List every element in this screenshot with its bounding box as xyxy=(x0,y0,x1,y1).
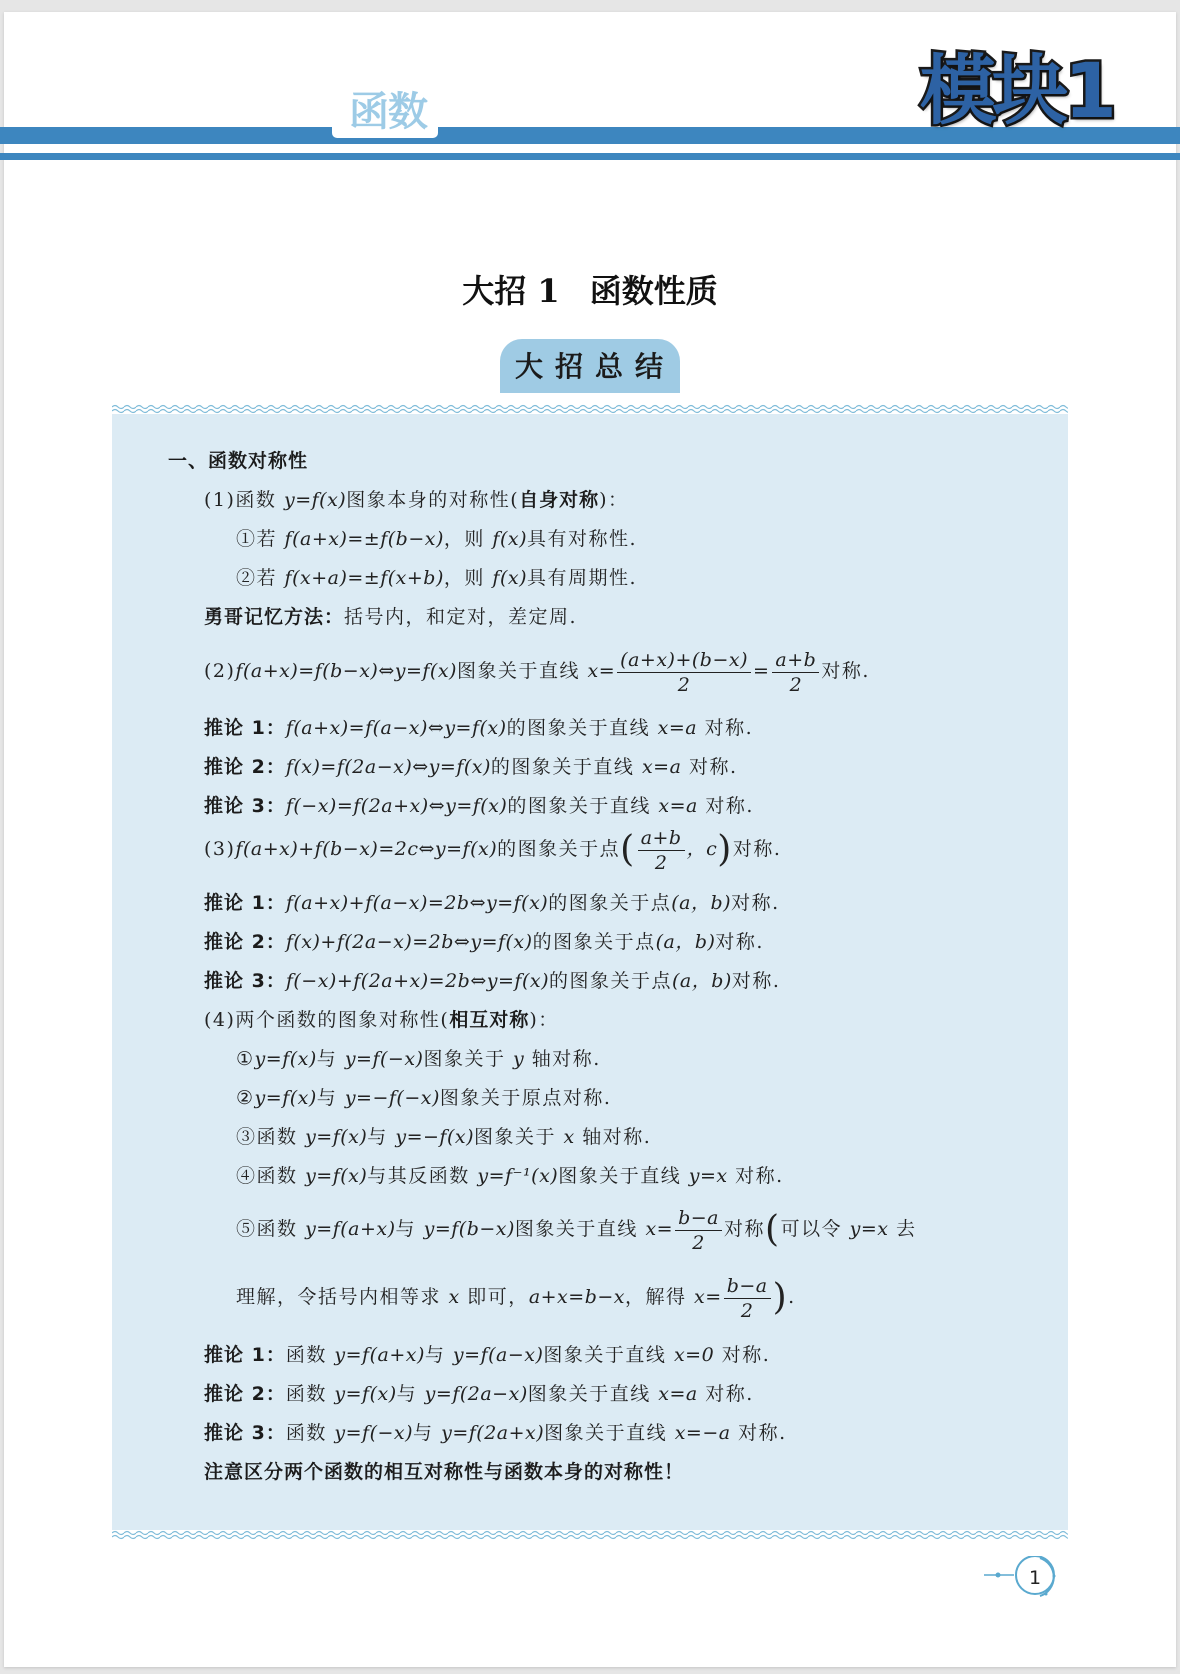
item-math: f(x) xyxy=(492,567,527,589)
para-2-corollary-2 xyxy=(204,754,738,780)
corollary-math: (a，b) xyxy=(671,892,732,914)
para-1 xyxy=(204,487,629,513)
corollary-math: x=−a xyxy=(674,1422,731,1444)
para-2 xyxy=(204,646,870,697)
corollary-math: y=f(x) xyxy=(334,1383,397,1405)
paren-open: ( xyxy=(620,829,636,870)
corollary-math: y=f(a+x) xyxy=(334,1344,425,1366)
para-2-corollary-3 xyxy=(204,793,754,819)
para-4-prefix: (4)两个函数的图象对称性( xyxy=(204,1009,450,1031)
fraction xyxy=(617,648,751,697)
corollary-label: 推论 1： xyxy=(204,892,286,914)
corollary-suffix: 对称. xyxy=(681,756,738,778)
para-3-corollary-1 xyxy=(204,890,780,916)
item-mid: 与 xyxy=(395,1218,424,1240)
corollary-suffix: 对称. xyxy=(731,892,780,914)
item-math: y=f(a+x) xyxy=(305,1218,396,1240)
item-text: 图象关于 xyxy=(423,1048,514,1070)
item-text: 即可， xyxy=(459,1286,529,1308)
item-xeq: x= xyxy=(645,1218,674,1240)
fraction-denominator: 2 xyxy=(677,673,691,696)
summary-tab: 大招总结 xyxy=(500,339,680,393)
para-2-mid: 图象关于直线 xyxy=(456,660,588,682)
corollary-math: f(a+x)=f(a−x)⇔y=f(x) xyxy=(285,717,507,739)
header-bar-thin xyxy=(0,153,1180,160)
section-tab-label: 函数 xyxy=(349,89,427,135)
para-2-suffix: 对称. xyxy=(821,660,870,682)
corollary-suffix: 对称. xyxy=(730,1422,787,1444)
item-pre: 函数 xyxy=(256,1165,306,1187)
item-end: . xyxy=(788,1286,796,1308)
item-num: ④ xyxy=(236,1165,257,1187)
module-label: 模块1 xyxy=(920,46,1113,135)
item-pre: 函数 xyxy=(256,1218,306,1240)
fraction-numerator: b−a xyxy=(724,1274,771,1299)
para-1-suffix: )： xyxy=(599,489,629,511)
fraction-denominator: 2 xyxy=(692,1231,705,1254)
item-note: 可以令 xyxy=(780,1218,850,1240)
item-math: f(a+x)=±f(b−x) xyxy=(284,528,444,550)
para-4-corollary-1 xyxy=(204,1342,770,1368)
corollary-math: x=a xyxy=(657,717,698,739)
para-3-corollary-2 xyxy=(204,929,764,955)
item-num: ③ xyxy=(236,1126,257,1148)
item-xeq: x= xyxy=(694,1286,722,1308)
corollary-suffix: 对称. xyxy=(697,795,754,817)
corollary-pre: 函数 xyxy=(285,1383,335,1405)
corollary-mid: 与 xyxy=(396,1383,425,1405)
corollary-math: f(a+x)+f(a−x)=2b⇔y=f(x) xyxy=(285,892,549,914)
para-3-tail: ，c xyxy=(686,838,718,860)
item-note: 去 xyxy=(888,1218,917,1240)
item-math: f(x) xyxy=(492,528,527,550)
fraction xyxy=(772,648,819,697)
item-mid: 与 xyxy=(367,1126,396,1148)
item-mid: 与其反函数 xyxy=(367,1165,478,1187)
item-math: y xyxy=(513,1048,525,1070)
wavy-border-bottom-icon xyxy=(112,1530,1068,1540)
corollary-label: 推论 2： xyxy=(204,931,286,953)
section-heading: 一、函数对称性 xyxy=(168,450,309,472)
corollary-suffix: 对称. xyxy=(697,717,754,739)
para-4-item-2 xyxy=(236,1085,611,1111)
fraction xyxy=(638,826,685,875)
item-num: ① xyxy=(236,1048,255,1070)
item-suffix: 轴对称. xyxy=(574,1126,652,1148)
para-3 xyxy=(204,824,781,875)
item-math: y=f⁻¹(x) xyxy=(477,1165,559,1187)
para-3-suffix: 对称. xyxy=(732,838,782,860)
corollary-text: 的图象关于直线 xyxy=(490,756,642,778)
item-math: y=f(b−x) xyxy=(423,1218,515,1240)
corollary-math: (a，b) xyxy=(655,931,716,953)
corollary-label: 推论 3： xyxy=(204,1422,286,1444)
chapter-name: 函数性质 xyxy=(589,272,718,310)
item-num: ②若 xyxy=(236,567,285,589)
item-pre: 函数 xyxy=(256,1126,306,1148)
para-1-prefix: (1)函数 xyxy=(204,489,284,511)
para-4-item-1 xyxy=(236,1046,601,1072)
para-4-item-3 xyxy=(236,1124,651,1150)
wavy-border-top-icon xyxy=(112,404,1068,414)
item-num: ② xyxy=(236,1087,255,1109)
para-4-bold: 相互对称 xyxy=(449,1009,530,1031)
corollary-math: x=a xyxy=(658,795,698,817)
para-4-suffix: )： xyxy=(529,1009,559,1031)
corollary-math: y=f(a−x) xyxy=(452,1344,544,1366)
para-1-mid: 图象本身的对称性( xyxy=(346,489,520,511)
item-math: f(x+a)=±f(x+b) xyxy=(284,567,444,589)
corollary-suffix: 对称. xyxy=(714,1344,771,1366)
item-math: y=f(x) xyxy=(305,1126,368,1148)
corollary-math: x=0 xyxy=(673,1344,715,1366)
item-mid: 与 xyxy=(316,1048,345,1070)
item-num: ①若 xyxy=(236,528,285,550)
item-suffix: 具有周期性. xyxy=(527,567,638,589)
item-math: x xyxy=(448,1286,460,1308)
corollary-label: 推论 3： xyxy=(204,795,286,817)
attention-note: 注意区分两个函数的相互对称性与函数本身的对称性！ xyxy=(204,1461,685,1483)
fraction xyxy=(675,1206,722,1255)
item-mid: ，则 xyxy=(443,528,493,550)
corollary-math: f(−x)+f(2a+x)=2b⇔y=f(x) xyxy=(285,970,549,992)
item-math: a+x=b−x xyxy=(528,1286,625,1308)
item-num: ⑤ xyxy=(236,1218,257,1240)
paren-close: ) xyxy=(717,829,733,870)
item-text: ，解得 xyxy=(625,1286,695,1308)
item-text: 图象关于直线 xyxy=(558,1165,689,1187)
fraction-numerator: a+b xyxy=(638,826,685,851)
item-math: y=f(x) xyxy=(254,1087,317,1109)
corollary-math: y=f(−x) xyxy=(334,1422,414,1444)
para-1-math: y=f(x) xyxy=(283,489,347,511)
item-mid: ，则 xyxy=(443,567,493,589)
para-1-bold: 自身对称 xyxy=(519,489,600,511)
corollary-mid: 与 xyxy=(413,1422,442,1444)
paren-open: ( xyxy=(765,1209,781,1250)
corollary-label: 推论 3： xyxy=(204,970,286,992)
corollary-pre: 函数 xyxy=(285,1344,335,1366)
fraction-denominator: 2 xyxy=(654,851,668,874)
para-2-xeq: x= xyxy=(587,660,616,682)
fraction-numerator: b−a xyxy=(675,1206,722,1231)
corollary-label: 推论 2： xyxy=(204,756,286,778)
para-1-item-2 xyxy=(236,565,637,591)
item-text: 理解，令括号内相等求 xyxy=(236,1286,449,1308)
item-text: 图象关于原点对称. xyxy=(439,1087,612,1109)
corollary-text: 图象关于直线 xyxy=(527,1383,659,1405)
paren-close: ) xyxy=(772,1277,789,1318)
item-math: y=x xyxy=(688,1165,728,1187)
summary-content-box xyxy=(112,414,1068,1530)
para-3-math: f(a+x)+f(b−x)=2c⇔y=f(x) xyxy=(235,838,498,860)
page-number: 1 xyxy=(1028,1567,1042,1589)
para-4 xyxy=(204,1007,559,1033)
para-4-corollary-2 xyxy=(204,1381,754,1407)
corollary-text: 图象关于直线 xyxy=(543,1344,674,1366)
chapter-number: 大招 1 xyxy=(462,272,560,310)
fraction-denominator: 2 xyxy=(740,1299,754,1322)
fraction-numerator: a+b xyxy=(772,648,819,673)
para-4-item-4 xyxy=(236,1163,784,1189)
para-4-item-5-cont xyxy=(236,1272,796,1323)
corollary-label: 推论 1： xyxy=(204,1344,286,1366)
corollary-text: 图象关于直线 xyxy=(544,1422,675,1444)
item-math: y=−f(−x) xyxy=(344,1087,440,1109)
memory-text: 括号内，和定对，差定周. xyxy=(344,606,578,628)
item-mid: 与 xyxy=(316,1087,345,1109)
corollary-suffix: 对称. xyxy=(697,1383,754,1405)
para-4-item-5 xyxy=(236,1204,917,1255)
para-3-corollary-3 xyxy=(204,968,780,994)
corollary-text: 的图象关于直线 xyxy=(506,717,658,739)
para-2-prefix: (2) xyxy=(204,660,236,682)
para-3-prefix: (3) xyxy=(204,838,236,860)
item-text: 图象关于直线 xyxy=(514,1218,646,1240)
corollary-suffix: 对称. xyxy=(731,970,781,992)
corollary-pre: 函数 xyxy=(285,1422,335,1444)
item-note-math: y=x xyxy=(849,1218,889,1240)
corollary-math: y=f(2a−x) xyxy=(424,1383,528,1405)
corollary-math: x=a xyxy=(658,1383,698,1405)
para-2-math: f(a+x)=f(b−x)⇔y=f(x) xyxy=(235,660,457,682)
corollary-math: x=a xyxy=(641,756,682,778)
para-4-corollary-3 xyxy=(204,1420,787,1446)
corollary-mid: 与 xyxy=(424,1344,453,1366)
equals: = xyxy=(753,660,771,682)
memory-tip xyxy=(204,604,577,630)
corollary-math: f(x)+f(2a−x)=2b⇔y=f(x) xyxy=(285,931,533,953)
para-3-mid: 的图象关于点 xyxy=(497,838,621,860)
memory-label: 勇哥记忆方法： xyxy=(204,606,345,628)
corollary-suffix: 对称. xyxy=(715,931,764,953)
item-after: 对称 xyxy=(724,1218,766,1240)
corollary-label: 推论 1： xyxy=(204,717,286,739)
item-math: x xyxy=(563,1126,575,1148)
fraction-denominator: 2 xyxy=(789,673,803,696)
corollary-math: y=f(2a+x) xyxy=(441,1422,545,1444)
fraction-numerator: (a+x)+(b−x) xyxy=(617,648,751,673)
item-math: y=f(x) xyxy=(305,1165,368,1187)
corollary-text: 的图象关于点 xyxy=(532,931,656,953)
item-suffix: 具有对称性. xyxy=(527,528,638,550)
item-text: 图象关于 xyxy=(474,1126,564,1148)
item-suffix: 对称. xyxy=(727,1165,784,1187)
corollary-text: 的图象关于直线 xyxy=(507,795,659,817)
item-math: y=−f(x) xyxy=(395,1126,474,1148)
chapter-title xyxy=(0,266,1180,312)
para-2-corollary-1 xyxy=(204,715,753,741)
item-math: y=f(−x) xyxy=(344,1048,424,1070)
item-math: y=f(x) xyxy=(254,1048,317,1070)
corollary-math: (a，b) xyxy=(672,970,732,992)
corollary-math: f(−x)=f(2a+x)⇔y=f(x) xyxy=(285,795,508,817)
item-suffix: 轴对称. xyxy=(524,1048,601,1070)
para-1-item-1 xyxy=(236,526,637,552)
corollary-label: 推论 2： xyxy=(204,1383,286,1405)
corollary-text: 的图象关于点 xyxy=(548,892,672,914)
corollary-text: 的图象关于点 xyxy=(548,970,672,992)
fraction xyxy=(724,1274,771,1323)
corollary-math: f(x)=f(2a−x)⇔y=f(x) xyxy=(285,756,491,778)
